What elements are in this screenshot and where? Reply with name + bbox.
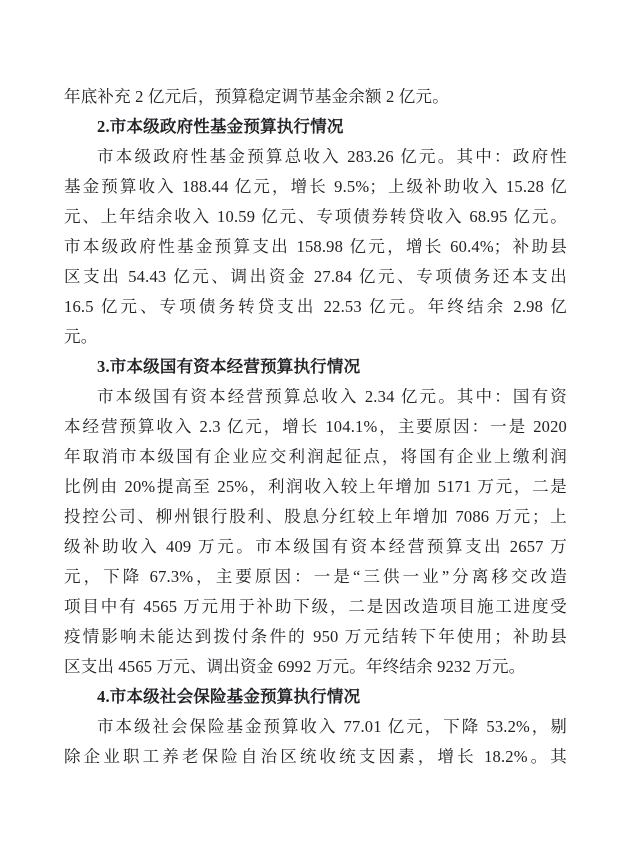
text-line: 疫情影响未能达到拨付条件的 950 万元结转下年使用；补助县	[64, 627, 567, 646]
text-line: 区支出 54.43 亿元、调出资金 27.84 亿元、专项债务还本支出	[64, 267, 567, 286]
text-line: 市本级国有资本经营预算总收入 2.34 亿元。其中：国有资	[97, 387, 567, 406]
text-line: 市本级政府性基金预算总收入 283.26 亿元。其中：政府性	[97, 147, 567, 166]
text-line: 元。	[64, 327, 98, 346]
text-line: 投控公司、柳州银行股利、股息分红较上年增加 7086 万元；上	[64, 507, 567, 526]
document-text	[64, 82, 567, 772]
section-heading: 3.市本级国有资本经营预算执行情况	[97, 357, 361, 376]
text-line: 项目中有 4565 万元用于补助下级，二是因改造项目施工进度受	[64, 597, 567, 616]
text-line: 元、上年结余收入 10.59 亿元、专项债券转贷收入 68.95 亿元。	[64, 207, 567, 226]
section-heading: 4.市本级社会保险基金预算执行情况	[97, 687, 361, 706]
text-line: 基金预算收入 188.44 亿元，增长 9.5%；上级补助收入 15.28 亿	[64, 177, 567, 196]
text-line: 16.5 亿元、专项债务转贷支出 22.53 亿元。年终结余 2.98 亿	[64, 297, 567, 316]
text-line: 元，下降 67.3%，主要原因：一是“三供一业”分离移交改造	[64, 567, 567, 586]
section-heading: 2.市本级政府性基金预算执行情况	[97, 117, 344, 136]
text-line: 本经营预算收入 2.3 亿元，增长 104.1%，主要原因：一是 2020	[64, 417, 567, 436]
text-line: 市本级社会保险基金预算收入 77.01 亿元，下降 53.2%，剔	[97, 717, 567, 736]
text-line: 级补助收入 409 万元。市本级国有资本经营预算支出 2657 万	[64, 537, 567, 556]
text-line: 除企业职工养老保险自治区统收统支因素，增长 18.2%。其	[64, 747, 567, 766]
text-line: 比例由 20%提高至 25%，利润收入较上年增加 5171 万元，二是	[64, 477, 567, 496]
text-line: 区支出 4565 万元、调出资金 6992 万元。年终结余 9232 万元。	[64, 657, 526, 676]
text-line: 年取消市本级国有企业应交利润起征点，将国有企业上缴利润	[64, 447, 567, 466]
text-line: 市本级政府性基金预算支出 158.98 亿元，增长 60.4%；补助县	[64, 237, 567, 256]
text-line: 年底补充 2 亿元后，预算稳定调节基金余额 2 亿元。	[64, 87, 449, 106]
